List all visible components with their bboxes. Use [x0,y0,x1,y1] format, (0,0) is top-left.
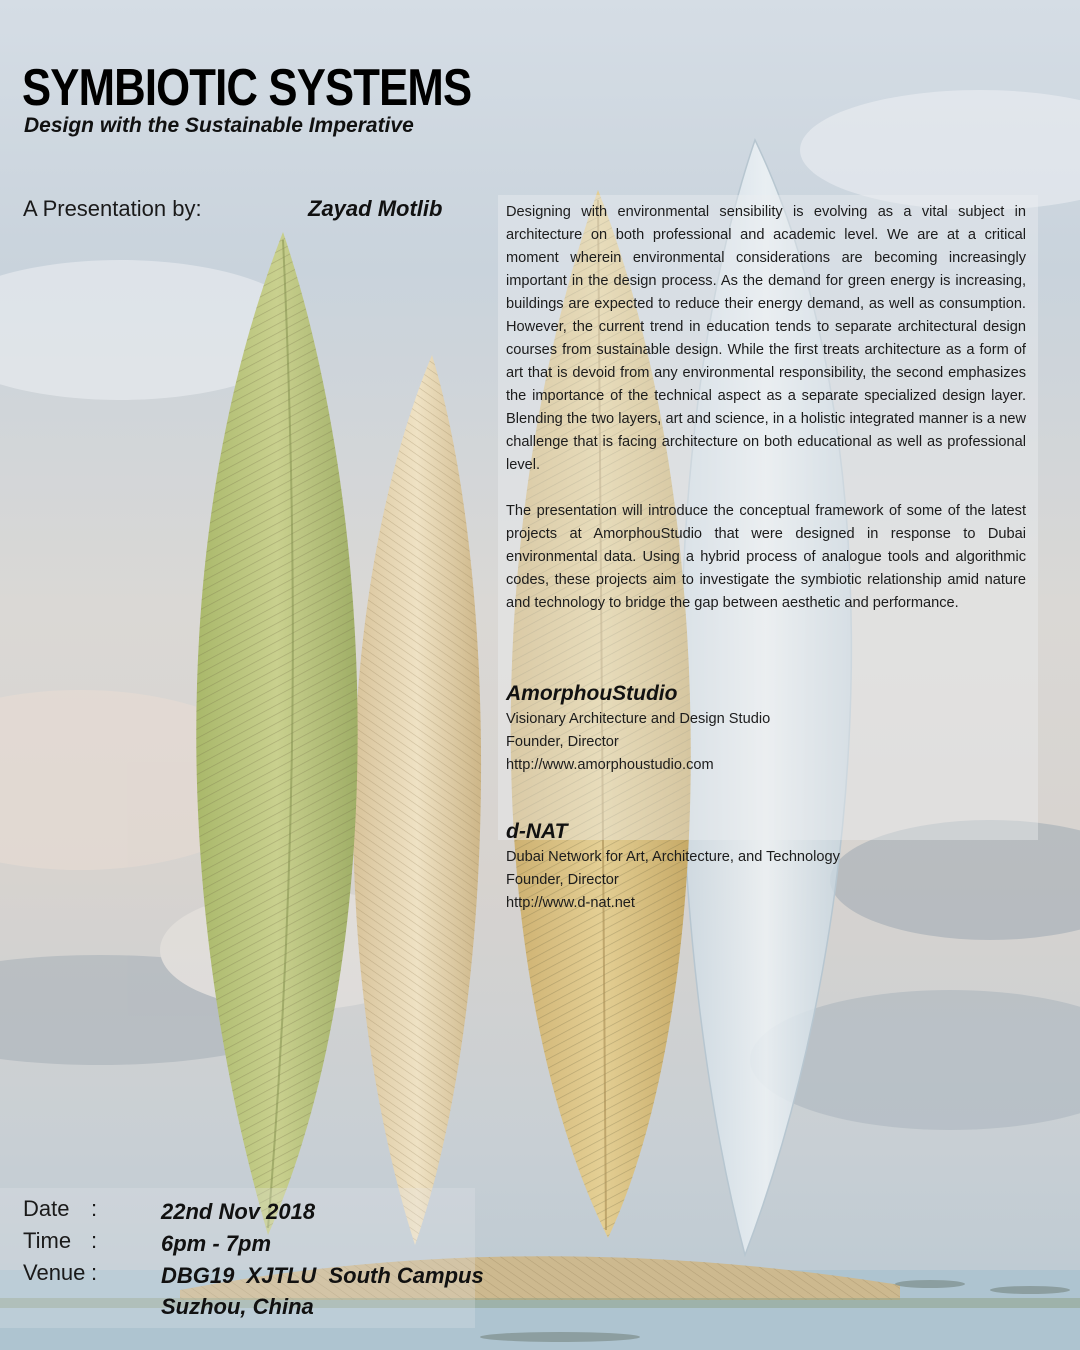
date-label: Date [23,1196,70,1221]
affiliation-url[interactable]: http://www.d-nat.net [506,895,635,911]
event-venue: DBG19 XJTLU South Campus [161,1263,484,1288]
venue-colon: : [91,1260,98,1285]
event-date: 22nd Nov 2018 [161,1199,316,1224]
presenter-name: Zayad Motlib [308,196,443,221]
affiliation-name-amorphoustudio: AmorphouStudio [506,682,678,705]
time-label: Time [23,1228,72,1253]
time-colon: : [91,1228,98,1253]
date-colon: : [91,1196,98,1221]
affiliation-name-dnat: d-NAT [506,820,568,843]
venue-label: Venue [23,1260,86,1285]
affiliation-description: Dubai Network for Art, Architecture, and Technology [506,849,840,865]
presenter-label: A Presentation by: [23,196,202,221]
poster-subtitle: Design with the Sustainable Imperative [24,114,414,137]
description-paragraph-2: The presentation will introduce the conceptual framework of some of the latest projects at AmorphouStudio that were designed in response to Dubai environmental data. Using a hybrid process of analogue tools and algorithmic codes, these projects aim to investigate the symbiotic relationship amid nature and technology to bridge the gap between aesthetic and performance. [506,503,1026,611]
poster-title: SYMBIOTIC SYSTEMS [22,59,472,117]
affiliation-url[interactable]: http://www.amorphoustudio.com [506,757,714,773]
affiliation-role: Founder, Director [506,734,619,750]
event-city: Suzhou, China [161,1294,314,1319]
event-time: 6pm - 7pm [161,1231,272,1256]
affiliation-role: Founder, Director [506,872,619,888]
tower-cream [353,355,481,1245]
affiliation-description: Visionary Architecture and Design Studio [506,711,771,727]
description-paragraph-1: Designing with environmental sensibility is evolving as a vital subject in architecture on both professional and academic level. We are at a critical moment wherein environmental considerations are becoming increasingly important in the design process. As the demand for green energy is increasing, buildings are expected to reduce their energy demand, as well as consumption. However, the current trend in education tends to separate architectural design courses from sustainable design. While the first treats architecture as a form of art that is devoid from any environmental responsibility, the second emphasizes the importance of the technical aspect as a separate specialized design layer. Blending the two layers, art and science, in a holistic integrated manner is a new challenge that is facing architecture on both educational as well as professional level. [506,204,1026,473]
